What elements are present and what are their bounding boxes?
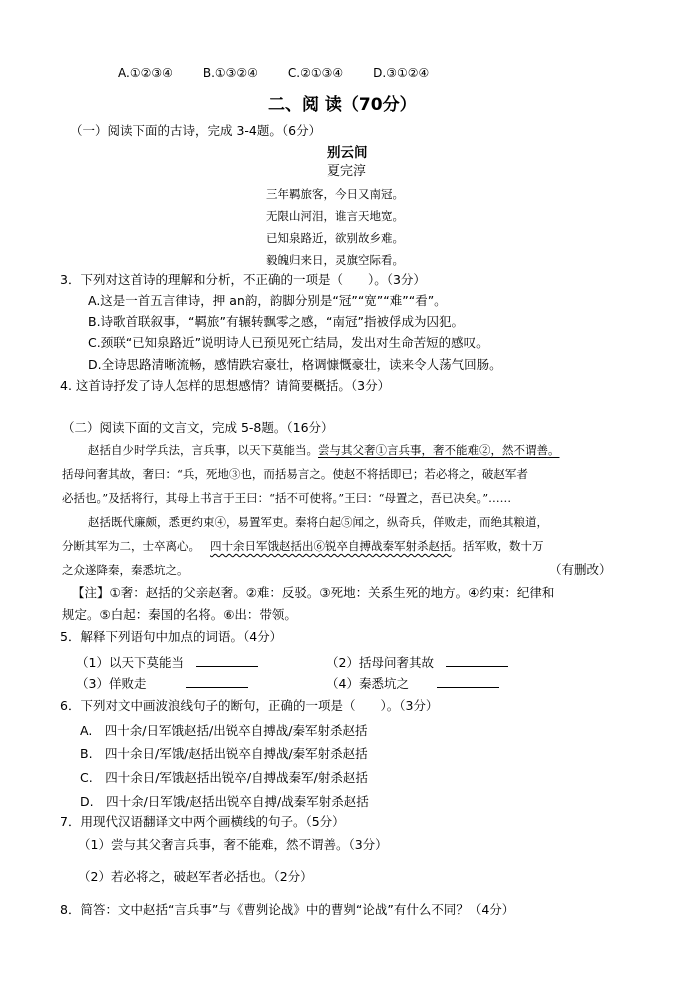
poem-title: 别云间 — [327, 145, 368, 161]
option-d: D.③①②④ — [373, 66, 430, 80]
q5-item-text: （4）秦悉坑之 — [326, 676, 409, 691]
q7-item: （1）尝与其父奢言兵事，奢不能难，然不谓善。（3分） — [78, 837, 388, 852]
option-b: B.①③②④ — [202, 66, 258, 80]
underlined-sentence-1: 尝与其父奢①言兵事，奢不能难②，然不谓善。 — [318, 443, 560, 457]
q3-option-b: B.诗歌首联叙事，“羁旅”有辗转飘零之感，“南冠”指被俘成为囚犯。 — [88, 314, 464, 329]
option-a: A.①②③④ — [118, 66, 173, 80]
prev-question-options — [118, 64, 459, 82]
option-c: C.②①③④ — [287, 66, 344, 80]
passage-line: 括母问奢其故，奢曰：“兵，死地③也，而括易言之。使赵不将括即已；若必将之，破赵军者 — [62, 467, 528, 481]
poem-line: 毅魄归来日，灵旗空际看。 — [266, 253, 404, 267]
q8-stem: 8．简答：文中赵括“言兵事”与《曹刿论战》中的曹刿“论战”有什么不同？（4分） — [60, 902, 515, 917]
q5-item-text: （1）以天下莫能当 — [76, 655, 184, 670]
q6-option-d: D. 四十余/日军饿/赵括出锐卒自搏/战秦军射杀赵括 — [80, 794, 369, 809]
q5-stem: 5．解释下列语句中加点的词语。（4分） — [60, 629, 283, 644]
passage-text: 赵括自少时学兵法，言兵事，以天下莫能当。 — [88, 443, 318, 457]
q5-item-text: （2）括母问奢其故 — [326, 655, 434, 670]
q6-option-b: B. 四十余日/军饿/赵括出锐卒自搏战/秦军射杀赵括 — [80, 746, 368, 761]
poem-line: 三年羁旅客，今日又南冠。 — [266, 187, 404, 201]
section-title: 二、阅 读（70分） — [268, 95, 417, 115]
poem-line: 无限山河泪，谁言天地宽。 — [266, 209, 404, 223]
poem-author: 夏完淳 — [327, 164, 367, 179]
q7-stem: 7．用现代汉语翻译文中两个画横线的句子。（5分） — [60, 814, 345, 829]
q3-option-a: A.这是一首五言律诗，押 an韵，韵脚分别是“冠”“宽”“难”“看”。 — [88, 293, 447, 308]
q3-option-d: D.全诗思路清晰流畅，感情跌宕豪壮，格调慷慨豪壮，读来令人荡气回肠。 — [88, 357, 502, 372]
q4-stem: 4. 这首诗抒发了诗人怎样的思想感情？请简要概括。（3分） — [60, 378, 391, 393]
passage-text: 。括军败，数十万 — [451, 539, 544, 553]
part2-instruction: （二）阅读下面的文言文，完成 5-8题。（16分） — [62, 420, 334, 435]
passage-line — [88, 441, 560, 459]
passage-line: 赵括既代廉颇，悉更约束④，易置军吏。秦将白起⑤闻之，纵奇兵，佯败走，而绝其粮道， — [88, 515, 548, 529]
wavy-underlined-sentence: 四十余日军饿赵括出⑥锐卒自搏战秦军射杀赵括 — [210, 539, 452, 553]
answer-blank[interactable] — [196, 654, 258, 667]
answer-blank[interactable] — [437, 675, 499, 688]
passage-text: 分断其军为二，士卒离心。 — [62, 539, 200, 553]
q3-option-c: C.颈联“已知泉路近”说明诗人已预见死亡结局，发出对生命苦短的感叹。 — [88, 335, 489, 350]
q5-item — [76, 654, 258, 672]
q7-item: （2）若必将之，破赵军者必括也。（2分） — [78, 869, 313, 884]
passage-line: 必括也。”及括将行，其母上书言于王曰：“括不可使将。”王曰：“母置之，吾已决矣。”…… — [62, 491, 512, 505]
q6-option-c: C. 四十余日/军饿赵括出锐卒/自搏战秦军/射杀赵括 — [80, 770, 368, 785]
q5-item-text: （3）佯败走 — [76, 676, 147, 691]
answer-blank[interactable] — [186, 675, 248, 688]
q5-item — [326, 675, 499, 693]
source-note: （有删改） — [549, 562, 612, 577]
annotation-line: 规定。⑤白起：秦国的名将。⑥出：带领。 — [62, 607, 297, 622]
answer-blank[interactable] — [446, 654, 508, 667]
q6-option-a: A. 四十余/日军饿赵括/出锐卒自搏战/秦军射杀赵括 — [80, 723, 368, 738]
q5-item — [326, 654, 508, 672]
poem-line: 已知泉路近，欲别故乡难。 — [266, 231, 404, 245]
part1-instruction: （一）阅读下面的古诗，完成 3-4题。（6分） — [70, 123, 322, 138]
q3-stem: 3．下列对这首诗的理解和分析，不正确的一项是（ ）。（3分） — [60, 272, 426, 287]
annotation-line: 【注】①奢：赵括的父亲赵奢。②难：反驳。③死地：关系生死的地方。④约束：纪律和 — [72, 585, 555, 600]
passage-line: 之众遂降秦，秦悉坑之。 — [62, 563, 189, 577]
passage-line — [62, 537, 544, 555]
q6-stem: 6．下列对文中画波浪线句子的断句，正确的一项是（ ）。（3分） — [60, 698, 439, 713]
q5-item — [76, 675, 248, 693]
